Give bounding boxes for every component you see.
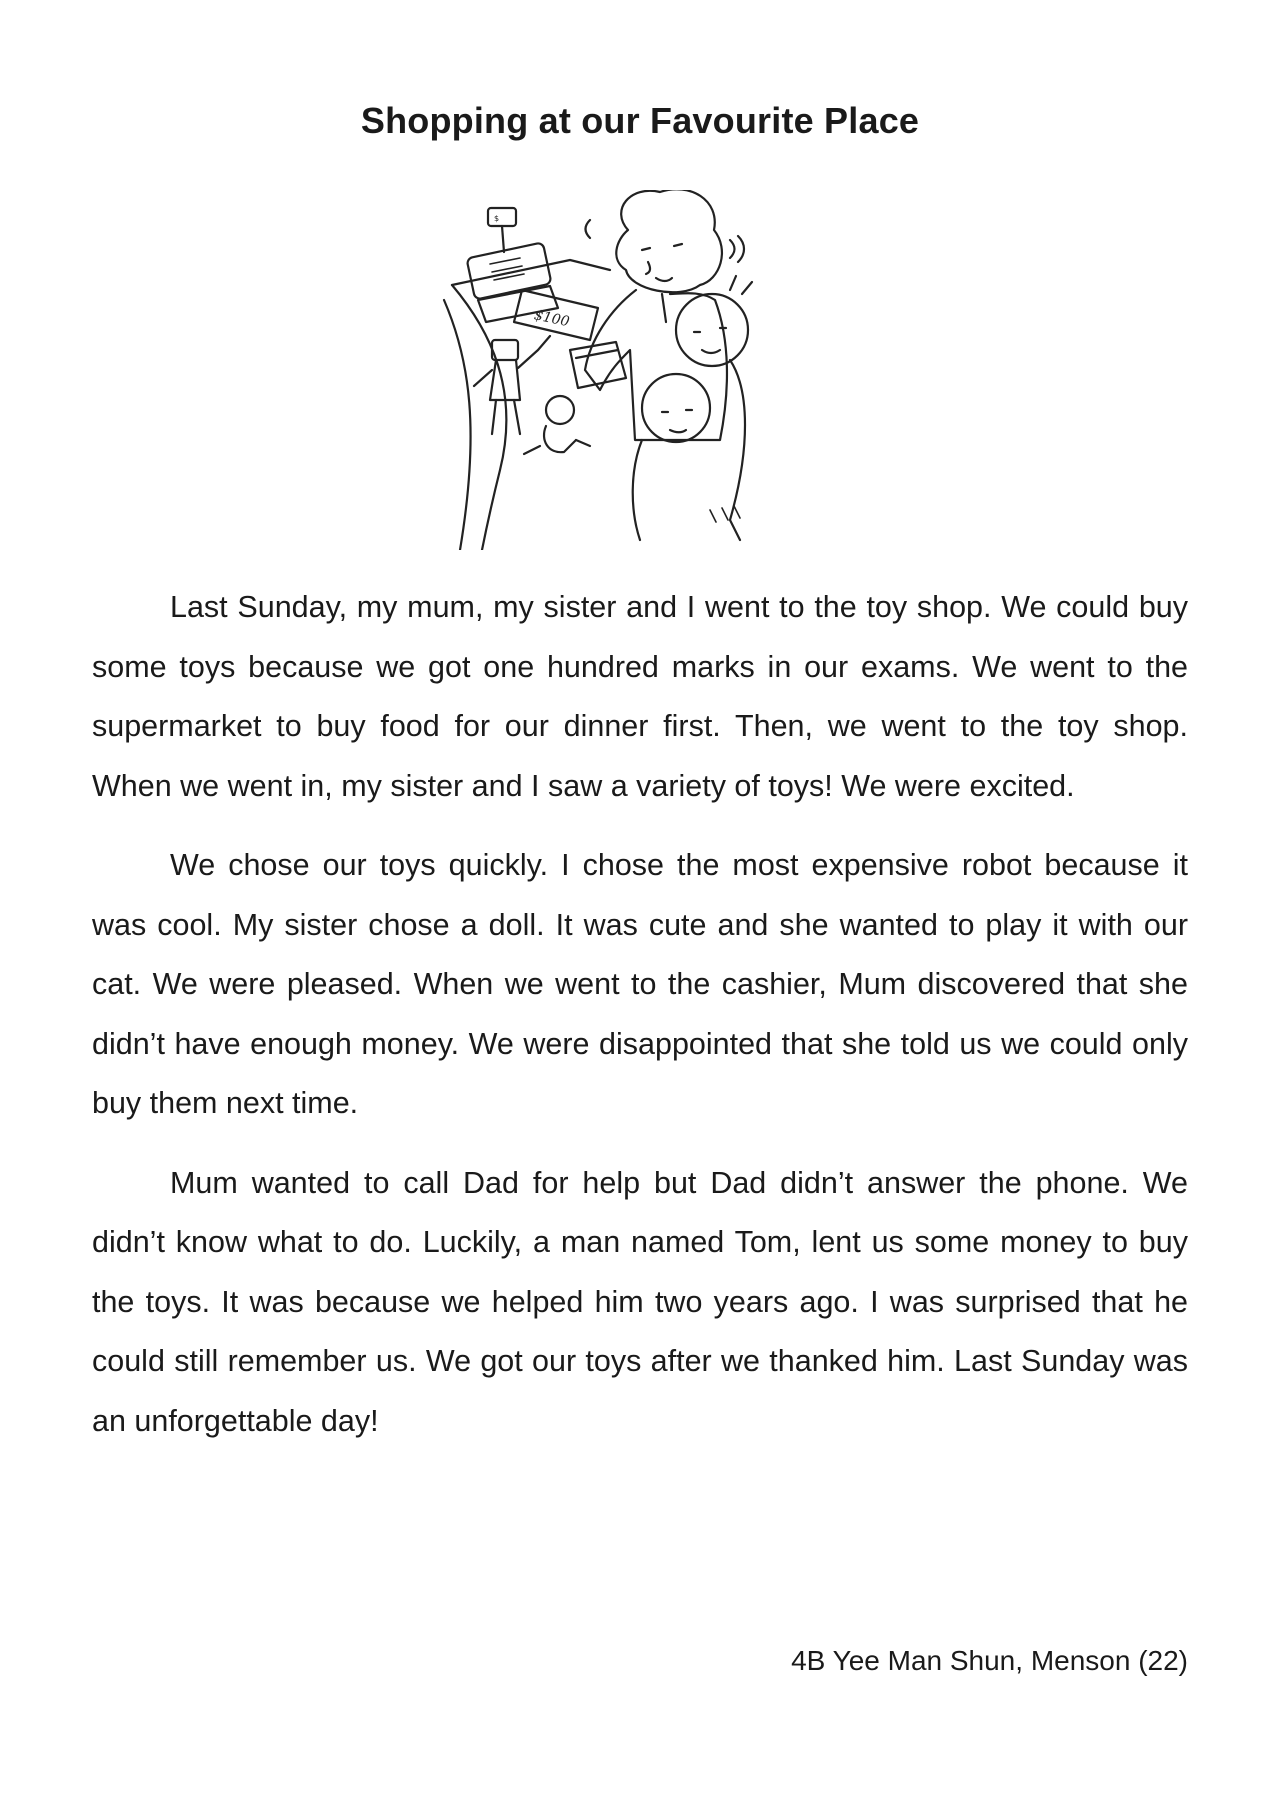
svg-text:$: $: [494, 214, 500, 223]
mum-figure-icon: [585, 190, 744, 440]
essay-paragraph-3: Mum wanted to call Dad for help but Dad didn’t answer the phone. We didn’t know what to do. Luckily, a man named Tom, lent us some money to buy the toys. It was because we helped him two years ago. I was surprised that he could still remember us. We got our toys after we thanked him. Last Sunday was an unforgettable day!: [92, 1165, 1188, 1438]
purse-icon: [570, 342, 626, 388]
author-credit: 4B Yee Man Shun, Menson (22): [791, 1645, 1188, 1676]
essay-body: [92, 578, 1188, 1471]
essay-paragraph-1: Last Sunday, my mum, my sister and I went to the toy shop. We could buy some toys because we got one hundred marks in our exams. We went to the supermarket to buy food for our dinner first. Then, we went to the toy shop. When we went in, my sister and I saw a variety of toys! We were excited.: [92, 590, 1188, 803]
page-title: Shopping at our Favourite Place: [360, 100, 920, 141]
children-figure-icon: [633, 276, 752, 540]
svg-text:$100: $100: [532, 307, 571, 331]
robot-toy-icon: [474, 336, 550, 434]
essay-paragraph-2: We chose our toys quickly. I chose the most expensive robot because it was cool. My sister chose a doll. It was cute and she wanted to play it with our cat. We were pleased. When we went to the cashier, Mum discovered that she didn’t have enough money. We were disappointed that she told us we could only buy them next time.: [92, 848, 1188, 1120]
doll-toy-icon: [524, 396, 590, 454]
shop-scene-illustration: [430, 190, 850, 550]
